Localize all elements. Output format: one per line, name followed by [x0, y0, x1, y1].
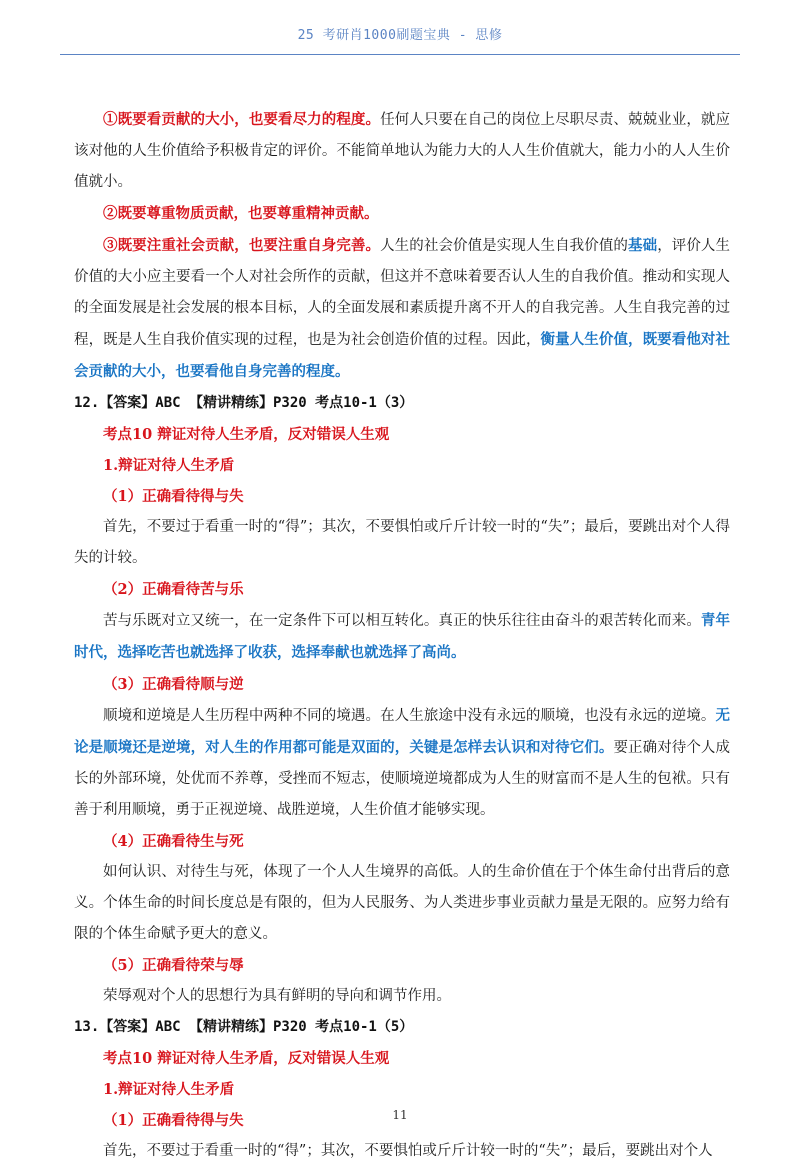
- paragraph-adversity: [74, 700, 730, 826]
- subsection-title: （3）正确看待顺与逆: [103, 676, 244, 693]
- body-text: 苦与乐既对立又统一，在一定条件下可以相互转化。真正的快乐往往由奋斗的艰苦转化而来。: [103, 613, 701, 629]
- red-highlight: ②既要尊重物质贡献，也要尊重精神贡献。: [103, 205, 379, 222]
- paragraph-pain-joy: [74, 605, 730, 669]
- red-highlight: ①既要看贡献的大小，也要看尽力的程度。: [103, 111, 381, 128]
- header-title: 25 考研肖1000刷题宝典 - 思修: [297, 28, 503, 43]
- subsection-title: （2）正确看待苦与乐: [103, 581, 244, 598]
- body-text: ，评价人生价值的大小应主要看一个人对社会所作的贡献，但这并不意味着要否认人生的自我价值。推动和实现人的全面发展是社会发展的根本目标，人的全面发展和素质提升离不开人的自我完善。人生自我完善的过程，既是人生自我价值实现的过程，也是为社会创造价值的过程。因此，: [74, 238, 731, 348]
- body-text: 荣辱观对个人的思想行为具有鲜明的导向和调节作用。: [103, 988, 451, 1004]
- section-title: 1.辩证对待人生矛盾: [103, 1081, 235, 1098]
- section-title: 1.辩证对待人生矛盾: [103, 457, 235, 474]
- paragraph-contribution-effort: [74, 104, 730, 198]
- point-title: 考点10 辩证对待人生矛盾，反对错误人生观: [103, 1050, 390, 1067]
- paragraph-material-spiritual: [74, 198, 730, 230]
- blue-highlight: 无论是顺境还是逆境，对人生的作用都可能是双面的，关键是怎样去认识和对待它们。: [74, 707, 730, 756]
- subsection-title: （4）正确看待生与死: [103, 833, 244, 850]
- red-highlight: ③既要注重社会贡献，也要注重自身完善。: [103, 237, 381, 254]
- page-header: [0, 0, 800, 60]
- blue-highlight: 衡量人生价值，既要看他对社会贡献的大小，也要看他自身完善的程度。: [74, 331, 731, 380]
- body-text: 首先，不要过于看重一时的“得”；其次，不要惧怕或斤斤计较一时的“失”；最后，要跳出对个人: [103, 1143, 713, 1159]
- body-text: 顺境和逆境是人生历程中两种不同的境遇。在人生旅途中没有永远的顺境，也没有永远的逆境。: [103, 708, 716, 724]
- body-text: 首先，不要过于看重一时的“得”；其次，不要惧怕或斤斤计较一时的“失”；最后，要跳出对个人得失的计较。: [74, 519, 730, 566]
- body-text: 要正确对待个人成长的外部环境，处优而不养尊，受挫而不短志，使顺境逆境都成为人生的财富而不是人生的包袱。只有善于利用顺境，勇于正视逆境、战胜逆境，人生价值才能够实现。: [74, 740, 731, 818]
- page-number: 11: [392, 1108, 408, 1122]
- answer-header-12: 12.【答案】ABC 【精讲精练】P320 考点10-1（3）: [74, 395, 414, 411]
- blue-highlight: 基础: [628, 237, 658, 254]
- body-text: 如何认识、对待生与死，体现了一个人人生境界的高低。人的生命价值在于个体生命付出背后的意义。个体生命的时间长度总是有限的，但为人民服务、为人类进步事业贡献力量是无限的。应努力给有限的个体生命赋予更大的意义。: [74, 864, 730, 942]
- body-text: 任何人只要在自己的岗位上尽职尽责、兢兢业业，就应该对他的人生价值给予积极肯定的评价。不能简单地认为能力大的人人生价值就大，能力小的人人生价值就小。: [74, 112, 731, 190]
- point-title: 考点10 辩证对待人生矛盾，反对错误人生观: [103, 426, 390, 443]
- body-text: 人生的社会价值是实现人生自我价值的: [380, 238, 629, 254]
- header-divider: [60, 54, 740, 55]
- blue-highlight: 青年时代，选择吃苦也就选择了收获，选择奉献也就选择了高尚。: [74, 612, 731, 661]
- page-content: [74, 104, 730, 1167]
- subsection-title: （5）正确看待荣与辱: [103, 957, 244, 974]
- paragraph-social-self: [74, 230, 730, 388]
- subsection-title: （1）正确看待得与失: [103, 488, 244, 505]
- subsection-title: （1）正确看待得与失: [103, 1112, 244, 1129]
- answer-header-13: 13.【答案】ABC 【精讲精练】P320 考点10-1（5）: [74, 1019, 414, 1035]
